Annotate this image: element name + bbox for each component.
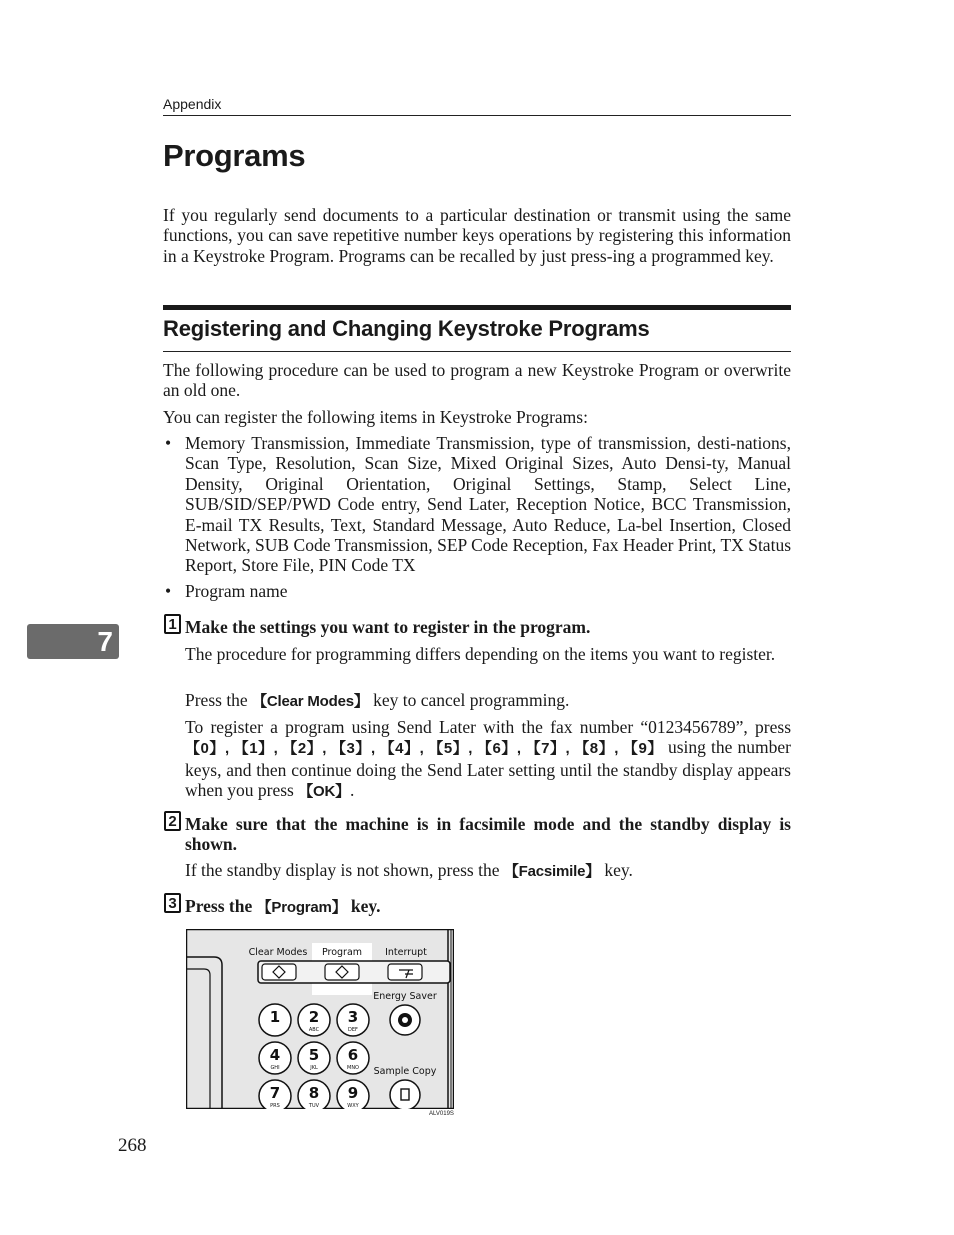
list-item: [163, 433, 791, 576]
intro-paragraph: If you regularly send documents to a particular destination or transmit using the same functions, you can save repetitive number keys operations by registering this information in a Keystroke Program. Programs can be recalled by just press-ing a programmed key.: [163, 205, 791, 266]
number-key-letters: PRS: [270, 1103, 280, 1109]
number-key-label: 1: [269, 1008, 281, 1026]
number-key-label: 3: [347, 1008, 359, 1026]
bullet-mark: •: [165, 581, 172, 601]
number-key-label: 9: [347, 1084, 359, 1102]
step-1-clear-note: Press the 【Clear Modes】 key to cancel programming.: [185, 690, 570, 710]
number-key-label: 7: [269, 1084, 281, 1102]
interrupt-button: [388, 964, 422, 980]
ok-key: 【OK】: [298, 783, 350, 801]
page-title: Programs: [163, 138, 306, 173]
running-header: Appendix: [163, 96, 222, 112]
number-key-label: 6: [347, 1046, 359, 1064]
step-number-1: 1: [164, 614, 181, 634]
section-title: Registering and Changing Keystroke Programs: [163, 316, 650, 341]
number-key-label: 4: [269, 1046, 281, 1064]
header-rule: [163, 115, 791, 116]
program-key: 【Program】: [256, 899, 347, 916]
step-number-3: 3: [164, 893, 181, 913]
number-key-letters: WXY: [347, 1103, 359, 1109]
chapter-tab: 7: [27, 624, 119, 659]
number-key-letters: GHI: [270, 1065, 280, 1071]
step-3-heading: Press the 【Program】 key.: [185, 896, 381, 916]
clear-modes-label: Clear Modes: [248, 947, 308, 958]
number-key-label: 8: [308, 1084, 320, 1102]
clear-modes-key: 【Clear Modes】: [252, 693, 369, 710]
step-1-example: To register a program using Send Later with the fax number “0123456789”, press 【0】, 【1】, 【2】, 【3】, 【4】, 【5】, 【6】, 【7】, 【8】, 【9】 using the number keys, and then continue doing the Send Later setting until the standby display appears when you press 【OK】.: [185, 717, 791, 801]
step-1-heading: Make the settings you want to register in the program.: [185, 617, 591, 637]
control-panel-illustration: [186, 929, 454, 1109]
step-1-note: The procedure for programming differs depending on the items you want to register.: [185, 644, 776, 664]
number-key-letters: JKL: [310, 1065, 318, 1071]
number-key-letters: TUV: [308, 1103, 320, 1109]
number-key-label: 5: [308, 1046, 320, 1064]
step-2-heading: Make sure that the machine is in facsimile mode and the standby display is shown.: [185, 814, 791, 855]
energy-saver-label: Energy Saver: [373, 991, 437, 1002]
list-item: [163, 581, 791, 601]
section-bar: [163, 305, 791, 310]
step-2-note: If the standby display is not shown, press the 【Facsimile】 key.: [185, 860, 633, 880]
figure-code: ALV019S: [429, 1111, 454, 1117]
interrupt-label: Interrupt: [385, 947, 427, 958]
list-item-text: Memory Transmission, Immediate Transmission, type of transmission, desti-nations, Scan Type, Resolution, Scan Size, Mixed Original Sizes, Auto Densi-ty, Manual Density, Original Orientation, Original Settings, Stamp, Select Line, SUB/SID/SEP/PWD Code entry, Send Later, Reception Notice, BCC Transmission, E-mail TX Results, Text, Standard Message, Auto Reduce, La-bel Insertion, Closed Network, SUB Code Transmission, SEP Code Reception, Fax Header Print, TX Status Report, Store File, PIN Code TX: [185, 433, 791, 576]
number-key-label: 2: [308, 1008, 320, 1026]
step-number-2: 2: [164, 811, 181, 831]
number-keypad: [259, 1004, 369, 1109]
facsimile-key: 【Facsimile】: [503, 863, 601, 880]
number-key-letters: MNO: [347, 1065, 359, 1071]
section-description: The following procedure can be used to program a new Keystroke Program or overwrite an old one.: [163, 360, 791, 401]
number-key-letters: ABC: [308, 1027, 320, 1033]
page-number: 268: [118, 1135, 147, 1156]
list-item-text: Program name: [185, 581, 288, 601]
sample-copy-button: [390, 1080, 420, 1109]
sample-copy-label: Sample Copy: [373, 1066, 437, 1077]
number-key-letters: DEF: [348, 1027, 358, 1033]
bullet-mark: •: [165, 433, 172, 453]
number-keys: 【0】, 【1】, 【2】, 【3】, 【4】, 【5】, 【6】, 【7】, 【8】, 【9】: [185, 740, 663, 758]
program-label: Program: [321, 947, 363, 958]
items-intro: You can register the following items in Keystroke Programs:: [163, 407, 588, 427]
section-rule: [163, 351, 791, 352]
